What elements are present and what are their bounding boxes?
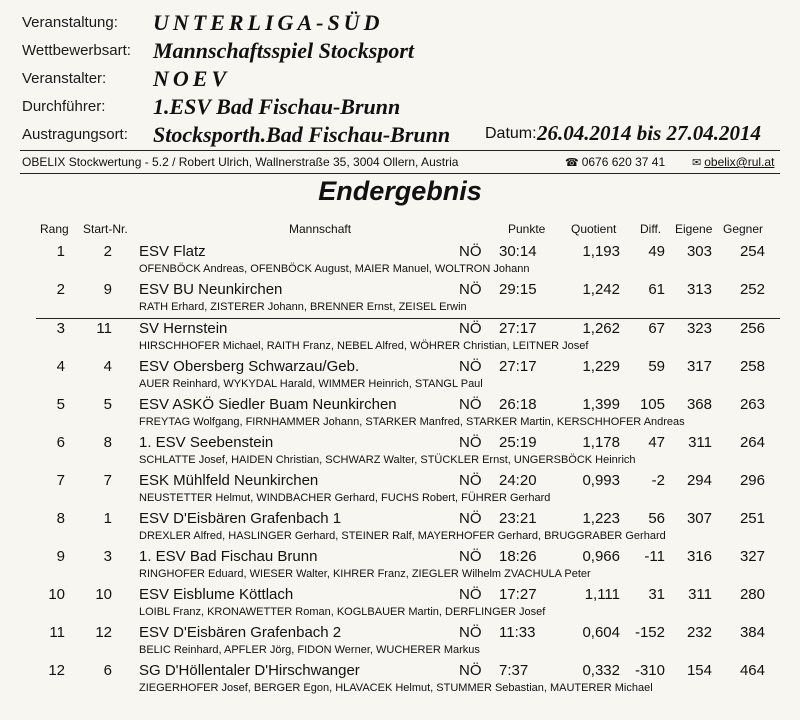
cell-gegner: 258 xyxy=(739,358,765,375)
cell-start: 7 xyxy=(103,472,112,489)
cell-diff: -152 xyxy=(634,624,665,641)
cell-land: NÖ xyxy=(459,320,482,337)
cell-start: 9 xyxy=(103,281,112,298)
cell-diff: 31 xyxy=(648,586,665,603)
table-row xyxy=(0,358,800,396)
cell-land: NÖ xyxy=(459,586,482,603)
cell-team: ESV BU Neunkirchen xyxy=(139,281,283,298)
table-row xyxy=(0,243,800,281)
table-row xyxy=(0,320,800,358)
cell-eigene: 303 xyxy=(686,243,712,260)
cell-eigene: 294 xyxy=(686,472,712,489)
cell-gegner: 464 xyxy=(739,662,765,679)
col-header-diff: Diff. xyxy=(640,222,662,236)
cell-land: NÖ xyxy=(459,396,482,413)
cell-quotient: 1,178 xyxy=(582,434,620,451)
cell-punkte: 27:17 xyxy=(499,320,537,337)
cell-team: ESV Eisblume Köttlach xyxy=(139,586,294,603)
team-members: RATH Erhard, ZISTERER Johann, BRENNER Ernst, ZEISEL Erwin xyxy=(139,301,467,313)
cell-team: ESV Obersberg Schwarzau/Geb. xyxy=(139,358,360,375)
col-header-rang: Rang xyxy=(40,222,69,236)
cell-land: NÖ xyxy=(459,662,482,679)
cell-start: 11 xyxy=(96,320,112,337)
col-header-team: Mannschaft xyxy=(289,222,352,236)
table-row xyxy=(0,396,800,434)
info-divider xyxy=(20,173,780,174)
cell-punkte: 25:19 xyxy=(499,434,537,451)
cell-quotient: 1,399 xyxy=(582,396,620,413)
cell-start: 1 xyxy=(103,510,112,527)
cell-quotient: 0,966 xyxy=(582,548,620,565)
cell-quotient: 1,229 xyxy=(582,358,620,375)
cell-eigene: 323 xyxy=(686,320,712,337)
field-value: Stocksporth.Bad Fischau-Brunn xyxy=(153,122,451,147)
col-header-gegner: Gegner xyxy=(723,222,764,236)
cell-quotient: 1,111 xyxy=(584,586,620,603)
table-row xyxy=(0,434,800,472)
team-members: ZIEGERHOFER Josef, BERGER Egon, HLAVACEK Helmut, STUMMER Sebastian, MAUTERER Michael xyxy=(139,682,653,694)
cell-land: NÖ xyxy=(459,548,482,565)
cell-rang: 3 xyxy=(56,320,65,337)
field-label: Wettbewerbsart: xyxy=(22,42,131,59)
cell-land: NÖ xyxy=(459,624,482,641)
cell-punkte: 18:26 xyxy=(499,548,537,565)
cell-team: ESV D'Eisbären Grafenbach 2 xyxy=(139,624,342,641)
cell-land: NÖ xyxy=(459,358,482,375)
cell-quotient: 1,262 xyxy=(582,320,620,337)
cell-land: NÖ xyxy=(459,510,482,527)
cell-gegner: 280 xyxy=(739,586,765,603)
field-value: UNTERLIGA-SÜD xyxy=(153,10,384,35)
phone-number: 0676 620 37 41 xyxy=(581,155,666,169)
cell-punkte: 11:33 xyxy=(499,624,536,641)
cell-start: 10 xyxy=(95,586,112,603)
cell-gegner: 254 xyxy=(739,243,765,260)
table-row xyxy=(0,472,800,510)
cell-gegner: 256 xyxy=(739,320,765,337)
table-row xyxy=(0,624,800,662)
cell-land: NÖ xyxy=(459,243,482,260)
cell-team: ESV Flatz xyxy=(139,243,206,260)
field-value: NOEV xyxy=(153,66,231,91)
cell-punkte: 30:14 xyxy=(499,243,537,260)
cell-eigene: 307 xyxy=(686,510,712,527)
cell-punkte: 24:20 xyxy=(499,472,537,489)
col-header-start: Start-Nr. xyxy=(83,222,128,236)
cell-diff: 49 xyxy=(648,243,665,260)
team-members: BELIC Reinhard, APFLER Jörg, FIDON Werner, WUCHERER Markus xyxy=(139,644,480,656)
team-members: SCHLATTE Josef, HAIDEN Christian, SCHWARZ Walter, STÜCKLER Ernst, UNGERSBÖCK Heinrich xyxy=(139,454,636,466)
cell-rang: 8 xyxy=(56,510,65,527)
table-row xyxy=(0,510,800,548)
cell-team: SG D'Höllentaler D'Hirschwanger xyxy=(139,662,360,679)
cell-rang: 1 xyxy=(56,243,65,260)
team-members: LOIBL Franz, KRONAWETTER Roman, KOGLBAUER Martin, DERFLINGER Josef xyxy=(139,606,546,618)
cell-start: 8 xyxy=(103,434,112,451)
col-header-punkte: Punkte xyxy=(508,222,546,236)
cell-rang: 12 xyxy=(48,662,65,679)
team-members: OFENBÖCK Andreas, OFENBÖCK August, MAIER Manuel, WOLTRON Johann xyxy=(139,263,530,275)
cell-rang: 9 xyxy=(56,548,65,565)
cell-eigene: 311 xyxy=(688,434,712,451)
cell-gegner: 252 xyxy=(739,281,765,298)
cell-eigene: 368 xyxy=(686,396,712,413)
table-row xyxy=(0,662,800,700)
cell-quotient: 1,223 xyxy=(582,510,620,527)
cell-start: 5 xyxy=(103,396,112,413)
cell-start: 12 xyxy=(95,624,112,641)
cell-start: 3 xyxy=(103,548,112,565)
cell-eigene: 316 xyxy=(686,548,712,565)
team-members: HIRSCHHOFER Michael, RAITH Franz, NEBEL Alfred, WÖHRER Christian, LEITNER Josef xyxy=(139,340,589,352)
cell-eigene: 311 xyxy=(688,586,712,603)
field-value: Mannschaftsspiel Stocksport xyxy=(153,38,414,63)
cell-diff: -310 xyxy=(634,662,665,679)
cell-team: ESV ASKÖ Siedler Buam Neunkirchen xyxy=(139,396,397,413)
cell-punkte: 23:21 xyxy=(499,510,537,527)
cell-rang: 6 xyxy=(56,434,65,451)
phone-icon: ☎ xyxy=(565,157,579,169)
phone-contact xyxy=(565,155,665,169)
cell-start: 4 xyxy=(103,358,112,375)
datum-value: 26.04.2014 bis 27.04.2014 xyxy=(537,121,762,145)
cell-eigene: 232 xyxy=(686,624,712,641)
cell-diff: 67 xyxy=(648,320,665,337)
cell-gegner: 327 xyxy=(739,548,765,565)
cell-diff: -11 xyxy=(644,548,665,565)
table-row xyxy=(0,548,800,586)
field-label: Austragungsort: xyxy=(22,126,128,143)
cell-quotient: 0,332 xyxy=(582,662,620,679)
table-row xyxy=(0,281,800,319)
cell-diff: 61 xyxy=(648,281,665,298)
cell-rang: 11 xyxy=(49,624,65,641)
cell-eigene: 154 xyxy=(686,662,712,679)
cell-rang: 4 xyxy=(56,358,65,375)
cell-punkte: 17:27 xyxy=(499,586,537,603)
cell-quotient: 1,242 xyxy=(582,281,620,298)
team-members: RINGHOFER Eduard, WIESER Walter, KIHRER Franz, ZIEGLER Wilhelm ZVACHULA Peter xyxy=(139,568,591,580)
cell-rang: 10 xyxy=(48,586,65,603)
page-title: Endergebnis xyxy=(318,176,482,206)
cell-start: 2 xyxy=(103,243,112,260)
cell-rang: 2 xyxy=(56,281,65,298)
cell-team: ESK Mühlfeld Neunkirchen xyxy=(139,472,319,489)
datum-label: Datum: xyxy=(485,125,537,142)
field-value: 1.ESV Bad Fischau-Brunn xyxy=(153,94,401,119)
cell-gegner: 263 xyxy=(739,396,765,413)
cell-diff: -2 xyxy=(651,472,665,489)
envelope-icon: ✉ xyxy=(692,157,702,169)
cell-diff: 105 xyxy=(639,396,665,413)
cell-land: NÖ xyxy=(459,434,482,451)
team-members: DREXLER Alfred, HASLINGER Gerhard, STEINER Ralf, MAYERHOFER Gerhard, BRUGGRABER Gerhard xyxy=(139,530,666,542)
cell-diff: 47 xyxy=(648,434,665,451)
cell-land: NÖ xyxy=(459,472,482,489)
table-row xyxy=(0,586,800,624)
cell-quotient: 1,193 xyxy=(582,243,620,260)
team-members: NEUSTETTER Helmut, WINDBACHER Gerhard, FUCHS Robert, FÜHRER Gerhard xyxy=(139,492,551,504)
cell-rang: 5 xyxy=(56,396,65,413)
field-label: Veranstalter: xyxy=(22,70,107,87)
cell-gegner: 384 xyxy=(739,624,765,641)
cell-start: 6 xyxy=(103,662,112,679)
email-contact[interactable] xyxy=(692,155,774,169)
cell-eigene: 313 xyxy=(686,281,712,298)
cell-gegner: 251 xyxy=(739,510,765,527)
email-link[interactable]: obelix@rul.at xyxy=(704,155,775,169)
team-members: FREYTAG Wolfgang, FIRNHAMMER Johann, STARKER Manfred, STARKER Martin, KERSCHHOFER Andreas xyxy=(139,416,685,428)
field-label: Veranstaltung: xyxy=(22,14,118,31)
cell-team: ESV D'Eisbären Grafenbach 1 xyxy=(139,510,342,527)
col-header-quotient: Quotient xyxy=(571,222,617,236)
cell-punkte: 7:37 xyxy=(499,662,529,679)
cell-gegner: 264 xyxy=(739,434,765,451)
cell-diff: 56 xyxy=(648,510,665,527)
field-label: Durchführer: xyxy=(22,98,106,115)
cell-punkte: 29:15 xyxy=(499,281,537,298)
cell-quotient: 0,604 xyxy=(582,624,620,641)
cell-eigene: 317 xyxy=(686,358,712,375)
cell-punkte: 27:17 xyxy=(499,358,537,375)
cell-diff: 59 xyxy=(648,358,665,375)
software-info: OBELIX Stockwertung - 5.2 / Robert Ulrich, Wallnerstraße 35, 3004 Ollern, Austria xyxy=(22,155,459,169)
cell-team: 1. ESV Bad Fischau Brunn xyxy=(139,548,318,565)
header-divider xyxy=(20,150,780,151)
team-members: AUER Reinhard, WYKYDAL Harald, WIMMER Heinrich, STANGL Paul xyxy=(139,378,483,390)
cell-punkte: 26:18 xyxy=(499,396,537,413)
cell-team: 1. ESV Seebenstein xyxy=(139,434,274,451)
cell-team: SV Hernstein xyxy=(139,320,228,337)
promotion-divider xyxy=(36,318,780,319)
col-header-eigene: Eigene xyxy=(675,222,713,236)
cell-quotient: 0,993 xyxy=(582,472,620,489)
cell-rang: 7 xyxy=(56,472,65,489)
cell-land: NÖ xyxy=(459,281,482,298)
cell-gegner: 296 xyxy=(739,472,765,489)
